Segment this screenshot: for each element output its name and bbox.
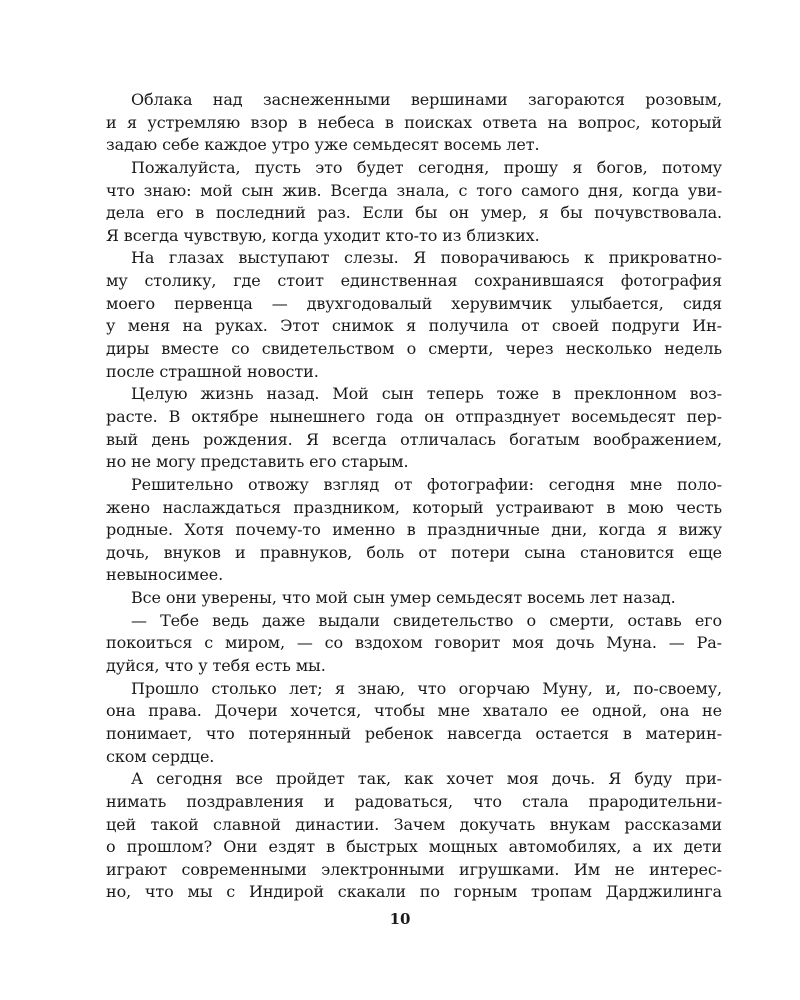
text-line: Облака над заснеженными вершинами загораются розовым, <box>131 90 722 109</box>
text-line: дочь, внуков и правнуков, боль от потери сына становится еще <box>106 542 722 562</box>
text-line: — Тебе ведь даже выдали свидетельство о смерти, оставь его <box>131 610 722 630</box>
text-line: нимать поздравления и радоваться, что стала прародительни- <box>106 791 722 811</box>
text-line: ском сердце. <box>106 746 215 766</box>
text-line: задаю себе каждое утро уже семьдесят восемь лет. <box>106 135 540 155</box>
text-line: она права. Дочери хочется, чтобы мне хватало ее одной, она не <box>106 701 722 721</box>
text-line: Все они уверены, что мой сын умер семьдесят восемь лет назад. <box>131 588 676 608</box>
text-line: Я всегда чувствую, когда уходит кто-то из близких. <box>106 225 540 245</box>
text-line: дуйся, что у тебя есть мы. <box>106 656 326 676</box>
text-line: но, что мы с Индирой скакали по горным тропам Дарджилинга <box>106 882 722 902</box>
text-line: играют современными электронными игрушками. Им не интерес- <box>106 859 722 879</box>
text-line: расте. В октябре нынешнего года он отпразднует восемьдесят пер- <box>106 406 722 426</box>
text-line: понимает, что потерянный ребенок навсегда остается в материн- <box>106 723 722 743</box>
text-line: родные. Хотя почему-то именно в праздничные дни, когда я вижу <box>106 520 722 540</box>
text-line: Целую жизнь назад. Мой сын теперь тоже в преклонном воз- <box>131 384 722 404</box>
text-line: что знаю: мой сын жив. Всегда знала, с того самого дня, когда уви- <box>106 180 722 200</box>
text-line: после страшной новости. <box>106 361 319 381</box>
text-line: жено наслаждаться праздником, который устраивают в мою честь <box>106 497 722 517</box>
text-line: вый день рождения. Я всегда отличалась богатым воображением, <box>106 429 722 449</box>
text-line: А сегодня все пройдет так, как хочет моя дочь. Я буду при- <box>131 769 722 789</box>
text-line: На глазах выступают слезы. Я поворачиваюсь к прикроватно- <box>131 248 722 268</box>
page-body <box>106 89 722 904</box>
text-line: Пожалуйста, пусть это будет сегодня, прошу я богов, потому <box>131 157 722 177</box>
text-line: покоиться с миром, — со вздохом говорит моя дочь Муна. — Ра- <box>106 633 722 653</box>
text-line: о прошлом? Они ездят в быстрых мощных автомобилях, а их дети <box>106 837 722 857</box>
text-line: невыносимее. <box>106 565 224 585</box>
text-line: у меня на руках. Этот снимок я получила от своей подруги Ин- <box>106 316 722 336</box>
text-line: му столику, где стоит единственная сохранившаяся фотография <box>106 271 722 291</box>
text-line: дела его в последний раз. Если бы он умер, я бы почувствовала. <box>106 203 722 223</box>
text-line: Прошло столько лет; я знаю, что огорчаю Муну, и, по-своему, <box>131 678 722 698</box>
page-number: 10 <box>389 910 411 928</box>
text-line: моего первенца — двухгодовалый херувимчик улыбается, сидя <box>106 293 722 313</box>
text-line: и я устремляю взор в небеса в поисках ответа на вопрос, который <box>106 112 722 132</box>
text-line: цей такой славной династии. Зачем докучать внукам рассказами <box>106 814 722 834</box>
text-line: диры вместе со свидетельством о смерти, через несколько недель <box>106 339 722 359</box>
text-line: но не могу представить его старым. <box>106 452 409 472</box>
text-line: Решительно отвожу взгляд от фотографии: сегодня мне поло- <box>131 474 722 494</box>
